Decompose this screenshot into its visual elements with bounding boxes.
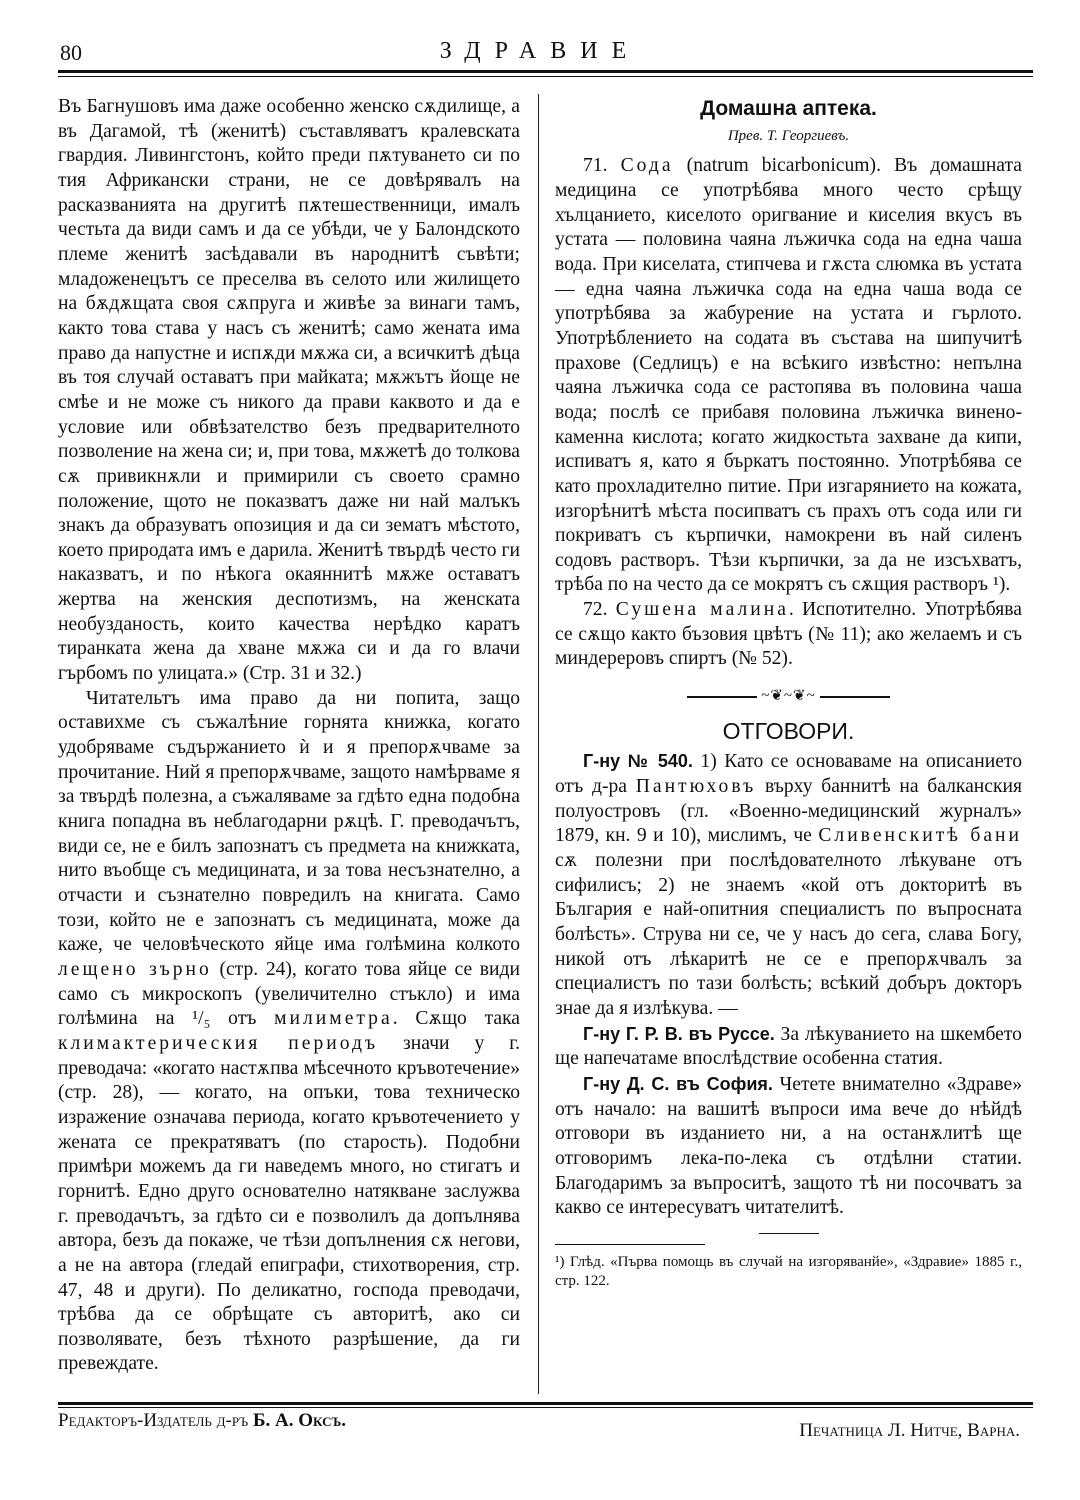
translator-byline: Прев. Т. Георгиевъ. <box>727 127 850 144</box>
answer-540: Г-ну № 540. 1) Като се основаваме на описанието отъ д-ра Пантюховъ върху баннитѣ на балканския полуостровъ (гл. «Военно-медицинский журналъ» 1879, кн. 9 и 10), мислимъ, че Сливенскитѣ бани сѫ полезни при послѣдователното лѣкуване отъ сифилисъ; 2) не знаемъ «кой отъ докторитѣ въ България е най-опитния специалистъ по въпросната болѣсть». Струва ни се, че у насъ до сега, слава Богу, никой отъ лѣкаритѣ не се е препорѫчвалъ за специалистъ по тази болѣсть; всѣкий добъръ докторъ знае да я излѣкува. — <box>555 751 1022 1019</box>
ornament-flourish-icon: ~❦~❦~ <box>761 688 816 705</box>
footnote: ¹) Глѣд. «Първа помощь въ случай на изгоряванйе», «Здравие» 1885 г., стр. 122. <box>555 1253 1022 1289</box>
footer-rule-thin <box>58 1407 1033 1408</box>
entry-term: Сода <box>620 155 674 177</box>
header-rule-thick <box>58 70 1033 73</box>
left-column <box>58 95 520 1377</box>
ornament-divider <box>555 684 1022 709</box>
answer-ruse: Г-ну Г. Р. В. въ Руссе. За лѣкуванието на шкембето ще напечатаме впослѣдствие особенна статия. <box>555 1023 1022 1070</box>
section-title-answers: ОТГОВОРИ. <box>722 717 855 744</box>
answer-recipient: Г-ну № 540. <box>583 751 693 772</box>
spaced-term: лещено зърно <box>58 958 212 980</box>
entry-term: Сушена малина <box>615 599 789 621</box>
spaced-term: климактерическия периодъ <box>58 1032 379 1054</box>
journal-title: ЗДРАВИЕ <box>439 38 641 64</box>
spaced-term: Пантюховъ <box>635 776 757 798</box>
column-divider <box>538 94 539 1394</box>
paragraph-quote-continued: Въ Багнушовъ има даже особенно женско сѫдилище, а въ Дагамой, тѣ (женитѣ) съставляватъ кралевската гвардия. Ливингстонъ, който преди пѫтуването си по тия Африкански страни, не се довѣрявалъ на расказванията на другитѣ пѫтешественници, ималъ честьта да види самъ и да се убѣди, че у Балондското племе женитѣ засѣдавали въ народнитѣ съвѣти; младоженецътъ се преселва въ селото или жилището на бѫдѫщата своя сѫпруга и живѣе за винаги тамъ, както това става у насъ съ женитѣ; само жената има право да напустне и испѫди мѫжа си, а всичкитѣ дѣца въ тоя случай оставатъ при майката; мѫжътъ йоще не смѣе и не може съ никого да прави каквото и да е условие или обвѣзателство безъ предварителното позволение на жена си; и, при това, мѫжетѣ до толкова сѫ привикнѫли и примирили съ своето срамно положение, щото не показватъ даже ни най малъкъ знакъ да образуватъ опозиция и да си зематъ мѣстото, което природата имъ е дарила. Женитѣ твърдѣ често ги наказватъ, и по нѣкога окаяннитѣ мѫже оставатъ жертва на женския деспотизмъ, на женската необузданость, които качества нерѣдко каратъ тиранката жена да хване мѫжа си и да го влачи гърбомъ по улицата.» (Стр. 31 и 32.) <box>58 96 520 685</box>
editor-name: Б. А. Оксъ. <box>252 1410 347 1431</box>
header-rule-thin <box>58 76 1033 77</box>
footnote-rule <box>555 1244 705 1245</box>
section-end-rule <box>759 1233 819 1234</box>
paragraph-review: Читательтъ има право да ни попита, защо оставихме съ съжалѣние горнята книжка, когато удобряваме съдържанието ѝ и я препорѫчваме за прочитание. Ний я препорѫчваме, защото намѣрваме я за твърдѣ полезна, а съжаляваме за гдѣто една подобна книга попадна въ неблагодарни рѫцѣ. Г. преводачътъ, види се, не е билъ запознатъ съ предмета на книжката, нито въобще съ медицината, и за това несъзнателно, а отчасти и съзнателно повредилъ на книгата. Само този, който не е запознатъ съ медицината, може да каже, че человѣческото яйце има голѣмина колкото лещено зърно (стр. 24), когато това яйце се види само съ микроскопъ (увеличително стъкло) и има голѣмина на ¹/₅ отъ милиметра. Сѫщо така климактерическия периодъ значи у г. преводача: «когато настѫпва мѣсечното кръвотечение» (стр. 28), — когато, на опъки, това техническо изражение означава периода, когато кръвотечението у жената се прекратяватъ (по старость). Подобни примѣри можемъ да ги наведемъ много, но стигатъ и горнитѣ. Едно друго основателно натякване заслужва г. преводачътъ, за гдѣто си е позволилъ да допълнява автора, безъ да покаже, че тѣзи допълнения сѫ негови, а не на автора (гледай епиграфи, стихотворения, стр. 47, 48 и други). По деликатно, господа преводачи, трѣбва да се обрѣщате съ авторитѣ, ако си позволявате, безъ тѣхното разрѣшение, да ги превеждате. <box>58 687 520 1375</box>
spaced-term: милиметра <box>274 1008 393 1030</box>
entry-72: 72. Сушена малина. Испотително. Употрѣбява се сѫщо както бъзовия цвѣтъ (№ 11); ако желаемъ и съ миндереровъ спиртъ (№ 52). <box>555 599 1022 670</box>
answer-recipient: Г-ну Г. Р. В. въ Руссе. <box>583 1023 775 1044</box>
answer-recipient: Г-ну Д. С. въ София. <box>583 1073 773 1094</box>
printer-imprint: Печатница Л. Нитче, Варна. <box>799 1420 1020 1441</box>
footer-rule-thick <box>58 1402 1033 1405</box>
spaced-term: Сливенскитѣ бани <box>818 825 1022 847</box>
right-column <box>555 95 1022 1291</box>
answer-sofia: Г-ну Д. С. въ София. Четете внимателно «Здраве» отъ начало: на вашитѣ въпроси има вече до нѣйдѣ отговори въ изданието ни, а на останѫлитѣ ще отговоримъ лека-по-лека съ отдѣлни статии. Благодаримъ за въпроситѣ, защото тѣ ни посочватъ за какво се интересуватъ читателитѣ. <box>555 1073 1022 1219</box>
page-number: 80 <box>60 40 82 65</box>
editor-imprint: Редакторъ-Издатель д-ръ Б. А. Оксъ. <box>58 1410 347 1431</box>
section-title-home-pharmacy: Домашна аптека. <box>700 97 877 120</box>
entry-71: 71. Сода (natrum bicarbonicum). Въ домашната медицина се употрѣбява много често срѣщу хълцанието, киселото оригвание и киселия вкусъ въ устата — половина чаяна лъжичка сода на една чаша вода. При киселата, стипчева и гѫста слюмка въ устата — една чаяна лъжичка сода на една чаша вода се употрѣбява за жабурение на устата и гърлото. Употрѣблението на содата въ състава на шипучитѣ прахове (Седлицъ) е на всѣкиго извѣстно: непълна чаяна лъжичка сода се растопява въ половина чаша вода; послѣ се прибавя половина лъжичка винено-каменна кислота; когато жидкостьта захване да кипи, испиватъ я, като я бъркатъ постоянно. Употрѣбява се като прохладително питие. При изгарянието на кожата, изгорѣнитѣ мѣста посипватъ съ прахъ отъ сода или ги покриватъ съ кърпички, намокрени въ най силенъ содовъ растворъ. Тѣзи кърпички, за да не изсъхватъ, трѣба по на често да се мокрятъ съ сѫщия растворъ ¹). <box>555 155 1022 596</box>
